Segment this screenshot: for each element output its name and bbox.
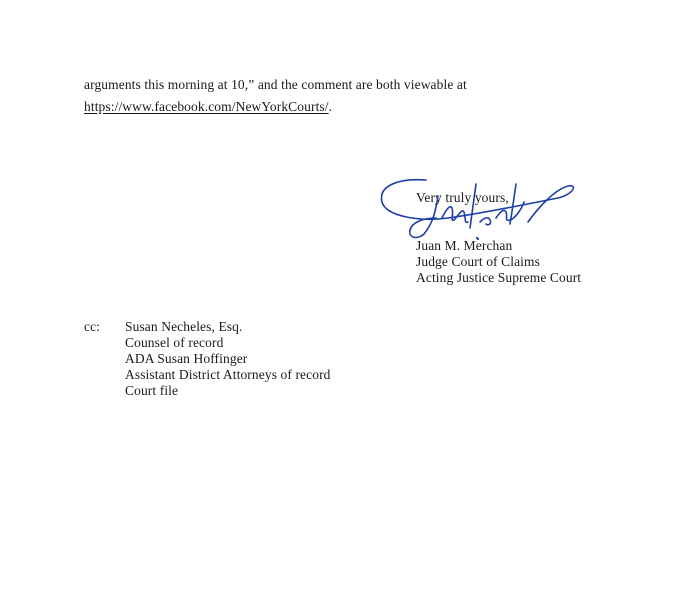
closing-salutation: Very truly yours, (416, 190, 509, 205)
cc-recipient: Counsel of record (125, 335, 224, 350)
facebook-link[interactable]: https://www.facebook.com/NewYorkCourts/ (84, 99, 329, 114)
handwritten-signature (378, 178, 578, 248)
link-suffix: . (328, 99, 333, 114)
cc-label: cc: (84, 319, 101, 334)
body-text-line: arguments this morning at 10,” and the comment are both viewable at (84, 77, 467, 92)
signer-name: Juan M. Merchan (416, 238, 513, 253)
body-link-line (84, 98, 332, 116)
cc-recipient: Susan Necheles, Esq. (125, 319, 243, 334)
signer-title-1: Judge Court of Claims (416, 254, 540, 269)
cc-recipient: ADA Susan Hoffinger (125, 351, 248, 366)
cc-recipient: Assistant District Attorneys of record (125, 367, 331, 382)
cc-recipient: Court file (125, 383, 179, 398)
signer-title-2: Acting Justice Supreme Court (416, 270, 582, 285)
